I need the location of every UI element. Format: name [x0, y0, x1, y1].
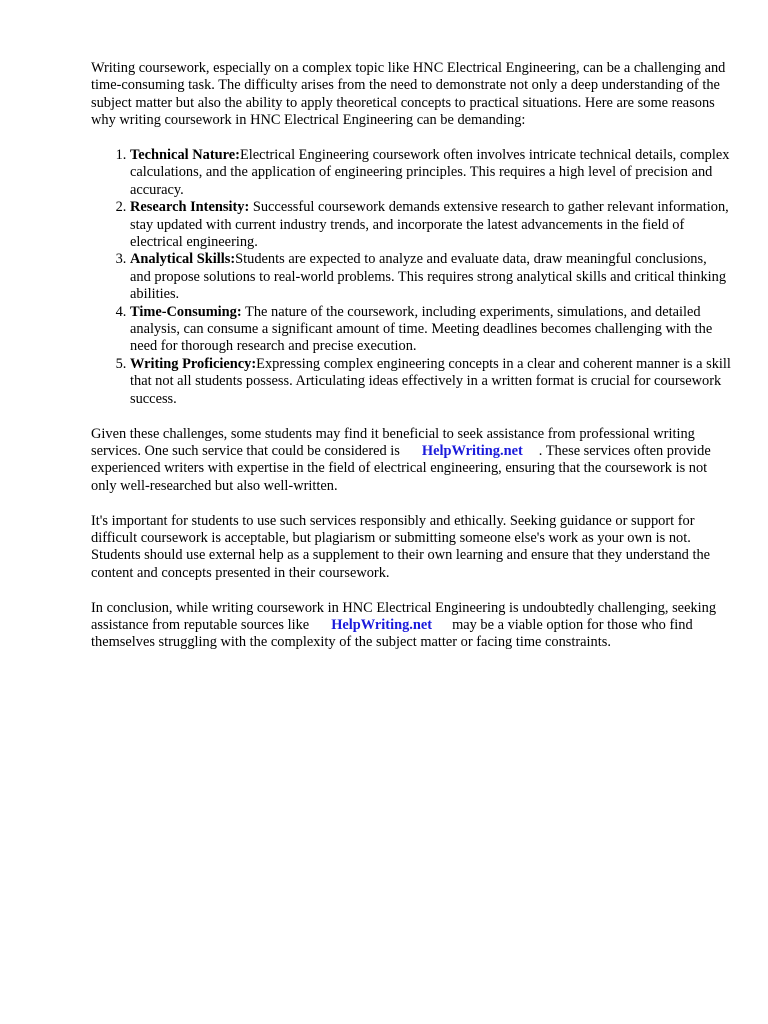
helpwriting-link[interactable]: HelpWriting.net: [331, 616, 433, 633]
list-item-text: Expressing complex engineering concepts in a clear and coherent manner is a skill that not all students possess. Articulating ideas effectively in a written format is crucial for coursework success.: [130, 355, 731, 407]
list-item-title: Time-Consuming:: [130, 303, 242, 320]
services-paragraph: [91, 426, 731, 496]
list-item-title: Analytical Skills:: [130, 251, 236, 268]
list-item-text: Students are expected to analyze and evaluate data, draw meaningful conclusions, and propose solutions to real-world problems. This requires strong analytical skills and critical thinking abilities.: [130, 251, 727, 303]
reasons-list: [91, 147, 731, 408]
list-item-title: Writing Proficiency:: [130, 355, 257, 372]
helpwriting-link[interactable]: HelpWriting.net: [421, 442, 523, 459]
list-item: [130, 199, 731, 251]
conclusion-text-after: may be a viable option for those who find themselves struggling with the complexity of the subject matter or facing time constraints.: [91, 616, 693, 651]
services-text-after: . These services often provide experienced writers with expertise in the field of electrical engineering, ensuring that the coursework is not only well-researched but also well-written.: [91, 442, 711, 494]
document-page: [91, 60, 731, 669]
list-item-text: Successful coursework demands extensive research to gather relevant information, stay updated with current industry trends, and incorporate the latest advancements in the field of electrical engineering.: [130, 199, 729, 251]
list-item-title: Research Intensity:: [130, 199, 250, 216]
services-text-before: Given these challenges, some students may find it beneficial to seek assistance from professional writing services. One such service that could be considered is: [91, 425, 695, 459]
list-item-title: Technical Nature:: [130, 147, 240, 164]
intro-paragraph: Writing coursework, especially on a complex topic like HNC Electrical Engineering, can be a challenging and time-consuming task. The difficulty arises from the need to demonstrate not only a deep understanding of the subject matter but also the ability to apply theoretical concepts to practical situations. Here are some reasons why writing coursework in HNC Electrical Engineering can be demanding:: [91, 60, 726, 129]
list-item-text: The nature of the coursework, including experiments, simulations, and detailed analysis, can consume a significant amount of time. Meeting deadlines becomes challenging with the need for thorough research and precise execution.: [130, 303, 713, 355]
list-item: [130, 356, 731, 408]
list-item: [130, 304, 731, 356]
conclusion-text-before: In conclusion, while writing coursework in HNC Electrical Engineering is undoubtedly challenging, seeking assistance from reputable sources like: [91, 599, 717, 633]
list-item: [130, 147, 731, 199]
conclusion-paragraph: [91, 600, 731, 652]
list-item: [130, 251, 731, 303]
ethics-paragraph: It's important for students to use such services responsibly and ethically. Seeking guidance or support for difficult coursework is acceptable, but plagiarism or submitting someone else's work as your own is not. Students should use external help as a supplement to their own learning and ensure that they understand the content and concepts presented in their coursework.: [91, 512, 711, 581]
list-item-text: Electrical Engineering coursework often involves intricate technical details, complex calculations, and the application of engineering principles. This requires a high level of precision and accuracy.: [130, 147, 730, 198]
